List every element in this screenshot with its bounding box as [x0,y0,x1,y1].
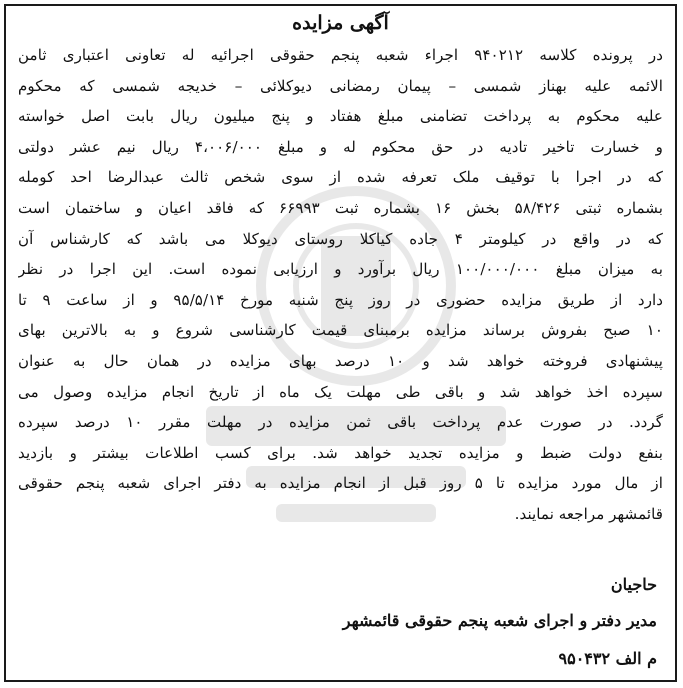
signature-title: مدیر دفتر و اجرای شعبه پنجم حقوقی قائمشهر [342,611,657,630]
notice-title: آگهی مزایده [292,12,389,34]
notice-line: گردد. در صورت عدم پرداخت باقی ثمن مزایده در مهلت مقرر ۱۰ درصد سپرده [18,413,663,432]
notice-line: بنفع دولت ضبط و مزایده تجدید خواهد شد. برای کسب اطلاعات بیشتر و بازدید [18,443,663,462]
notice-line: که در واقع در کیلومتر ۴ جاده کیاکلا روستای دیوکلا می باشد که کارشناس آن [18,229,663,248]
notice-line: علیه محکوم به پرداخت تضامنی مبلغ هفتاد و پنج میلیون ریال بابت اصل خواسته [18,107,663,126]
notice-line: به میزان مبلغ ۱۰۰/۰۰۰/۰۰۰ ریال برآورد و ارزیابی نموده است. این اجرا در نظر [18,260,663,279]
signature-name: حاجیان [610,575,657,594]
notice-line: که در اجرا با توقیف ملک تعرفه شده از سوی شخص ثالث عبدالرضا احد کومله [18,168,663,187]
notice-line: الائمه علیه بهناز شمسی – پیمان رمضانی دیوکلائی – خدیجه شمسی که محکوم [18,76,663,95]
notice-line: قائمشهر مراجعه نمایند. [514,504,663,523]
notice-line: ۱۰ صبح بفروش برساند مزایده برمبنای قیمت کارشناسی شروع و به بالاترین بهای [18,321,663,340]
notice-line: از مال مورد مزایده تا ۵ روز قبل از انجام مزایده به دفتر اجرای شعبه پنجم حقوقی [18,474,663,493]
reference-number: م الف ۹۵۰۴۳۲ [558,649,657,668]
notice-line: و خسارت تاخیر تادیه در حق محکوم له و مبلغ ۴،۰۰۶/۰۰۰ ریال نیم عشر دولتی [18,137,663,156]
notice-line: دارد از طریق مزایده حضوری در روز پنج شنبه مورخ ۹۵/۵/۱۴ و از ساعت ۹ تا [18,290,663,309]
notice-line: در پرونده کلاسه ۹۴۰۲۱۲ اجراء شعبه پنجم حقوقی اجرائیه له تعاونی اعتباری ثامن [18,46,663,64]
notice-line: پیشنهادی فروخته خواهد شد و ۱۰ درصد بهای مزایده در همان حال به عنوان [18,351,663,370]
notice-line: بشماره ثبتی ۵۸/۴۲۶ بخش ۱۶ بشماره ثبت ۶۶۹۹۳ که فاقد اعیان و ساختمان است [18,198,663,217]
notice-line: سپرده اخذ خواهد شد و باقی طی مهلت یک ماه از تاریخ انجام مزایده وصول می [18,382,663,401]
notice-frame [4,4,677,682]
notice-body [18,40,663,530]
